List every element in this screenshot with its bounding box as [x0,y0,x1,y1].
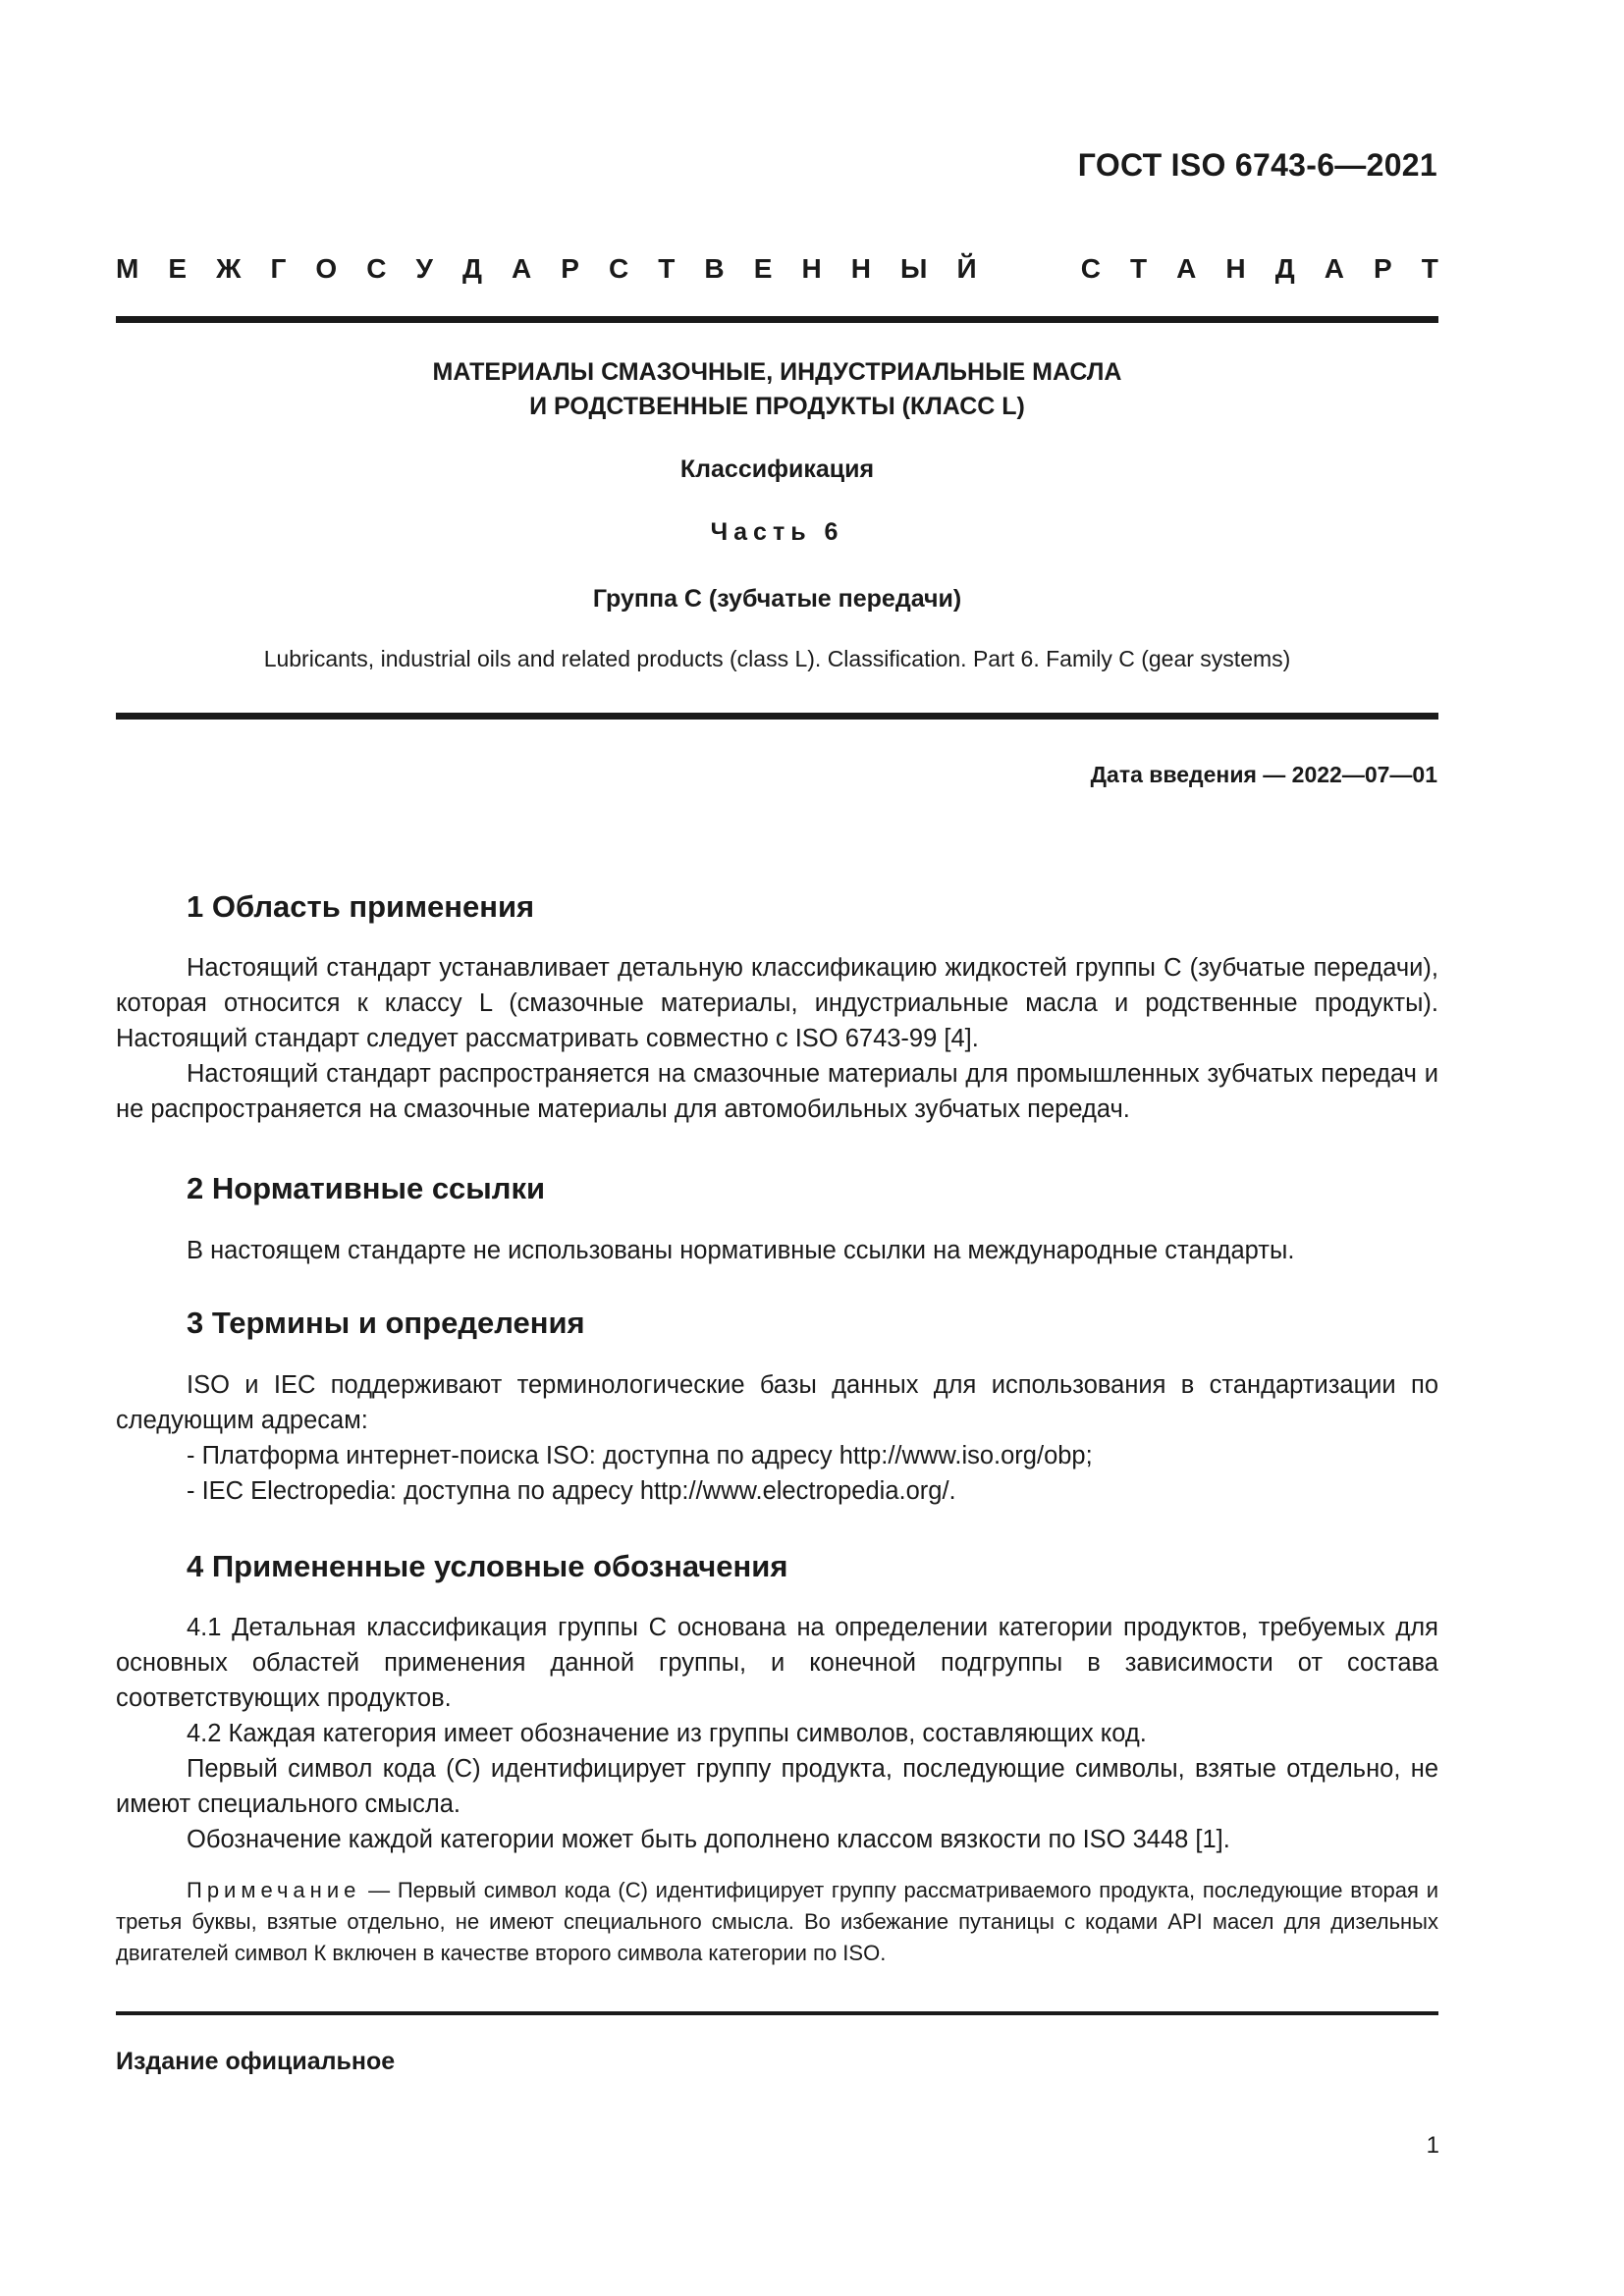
section-3-list [116,1438,1438,1509]
document-code: ГОСТ ISO 6743-6—2021 [1077,147,1437,183]
section-3-heading: 3 Термины и определения [187,1306,585,1340]
section-1-heading: 1 Область применения [187,889,535,924]
spacer [1006,253,1052,285]
standard-type-letter: Ж [216,253,242,284]
page-number: 1 [1426,2132,1439,2159]
section-4-heading: 4 Примененные условные обозначения [187,1549,788,1583]
title-line-1: МАТЕРИАЛЫ СМАЗОЧНЫЕ, ИНДУСТРИАЛЬНЫЕ МАСЛА [432,358,1122,386]
standard-type-letter: Г [270,253,287,284]
title [116,355,1438,424]
classification-label: Классификация [679,455,875,483]
standard-type-letter: Д [461,253,482,284]
section-2-paragraph-1: В настоящем стандарте не использованы нормативные ссылки на международные стандарты. [187,1237,1295,1264]
section-4-paragraph-1: 4.1 Детальная классификация группы С основана на определении категории продуктов, требуемых для основных областей применения данной группы, и конечной подгруппы в зависимости от состава соответствующих продуктов. [116,1614,1438,1712]
list-item: - Платформа интернет-поиска ISO: доступна по адресу http://www.iso.org/obp; [187,1442,1093,1469]
note [116,1875,1438,1969]
standard-type-letter: Ы [900,253,928,284]
top-rule [116,316,1438,323]
introduction-date: Дата введения — 2022—07—01 [1090,762,1437,787]
section-1-paragraph-1: Настоящий стандарт устанавливает детальную классификацию жидкостей группы С (зубчатые передачи), которая относится к классу L (смазочные материалы, индустриальные масла и родственные продукты). Настоящий стандарт следует рассматривать совместно с ISO 6743-99 [4]. [116,954,1438,1052]
standard-type-letter: Д [1274,253,1295,284]
note-label: Примечание [187,1878,361,1902]
section-2-heading: 2 Нормативные ссылки [187,1171,546,1205]
standard-type-letter: Т [1129,253,1148,284]
standard-type-letter: Р [561,253,579,284]
standard-type-letter: В [704,253,725,284]
title-line-2: И РОДСТВЕННЫЕ ПРОДУКТЫ (КЛАСС L) [529,393,1025,420]
standard-type-letter: Й [956,253,977,284]
official-edition-label: Издание официальное [116,2048,396,2075]
list-item: - IEC Electropedia: доступна по адресу http://www.electropedia.org/. [187,1477,956,1505]
group-label: Группа С (зубчатые передачи) [592,585,962,613]
standard-type-letter: А [511,253,532,284]
section-1-paragraph-2: Настоящий стандарт распространяется на смазочные материалы для промышленных зубчатых передач и не распространяется на смазочные материалы для автомобильных зубчатых передач. [116,1060,1438,1123]
note-text: — Первый символ кода (С) идентифицирует группу рассматриваемого продукта, последующие вторая и третья буквы, взятые отдельно, не имеют специального смысла. Во избежание путаницы с кодами API масел для дизельных двигателей символ К включен в качестве второго символа категории по ISO. [116,1878,1438,1965]
section-4-paragraph-3: Первый символ кода (С) идентифицирует группу продукта, последующие символы, взятые отдельно, не имеют специального смысла. [116,1755,1438,1818]
standard-type-letter: Н [1225,253,1246,284]
section-4-paragraph-2: 4.2 Каждая категория имеет обозначение из группы символов, составляющих код. [187,1720,1147,1747]
standard-type-letter: Е [168,253,188,284]
title-bottom-rule [116,713,1438,720]
standard-type-letter: Н [850,253,871,284]
standard-type-heading [116,253,1438,285]
standard-type-letter: Е [753,253,773,284]
standard-type-letter: С [608,253,629,284]
standard-type-letter: С [1080,253,1101,284]
part-label: Часть 6 [710,518,844,546]
standard-type-letter: У [415,253,433,284]
standard-type-letter: М [116,253,139,284]
standard-type-letter: О [315,253,338,284]
english-title: Lubricants, industrial oils and related products (class L). Classification. Part 6. Family C (gear systems) [263,646,1291,671]
standard-type-letter: Т [658,253,676,284]
footer-rule [116,2011,1438,2015]
section-3-paragraph-1: ISO и IEC поддерживают терминологические базы данных для использования в стандартизации по следующим адресам: [116,1371,1438,1434]
standard-type-letter: С [366,253,387,284]
standard-type-letter: Т [1421,253,1438,284]
section-4-paragraph-4: Обозначение каждой категории может быть дополнено классом вязкости по ISO 3448 [1]. [187,1826,1230,1853]
standard-type-letter: Р [1373,253,1392,284]
standard-type-letter: А [1324,253,1344,284]
standard-type-letter: Н [801,253,822,284]
standard-type-letter: А [1176,253,1197,284]
